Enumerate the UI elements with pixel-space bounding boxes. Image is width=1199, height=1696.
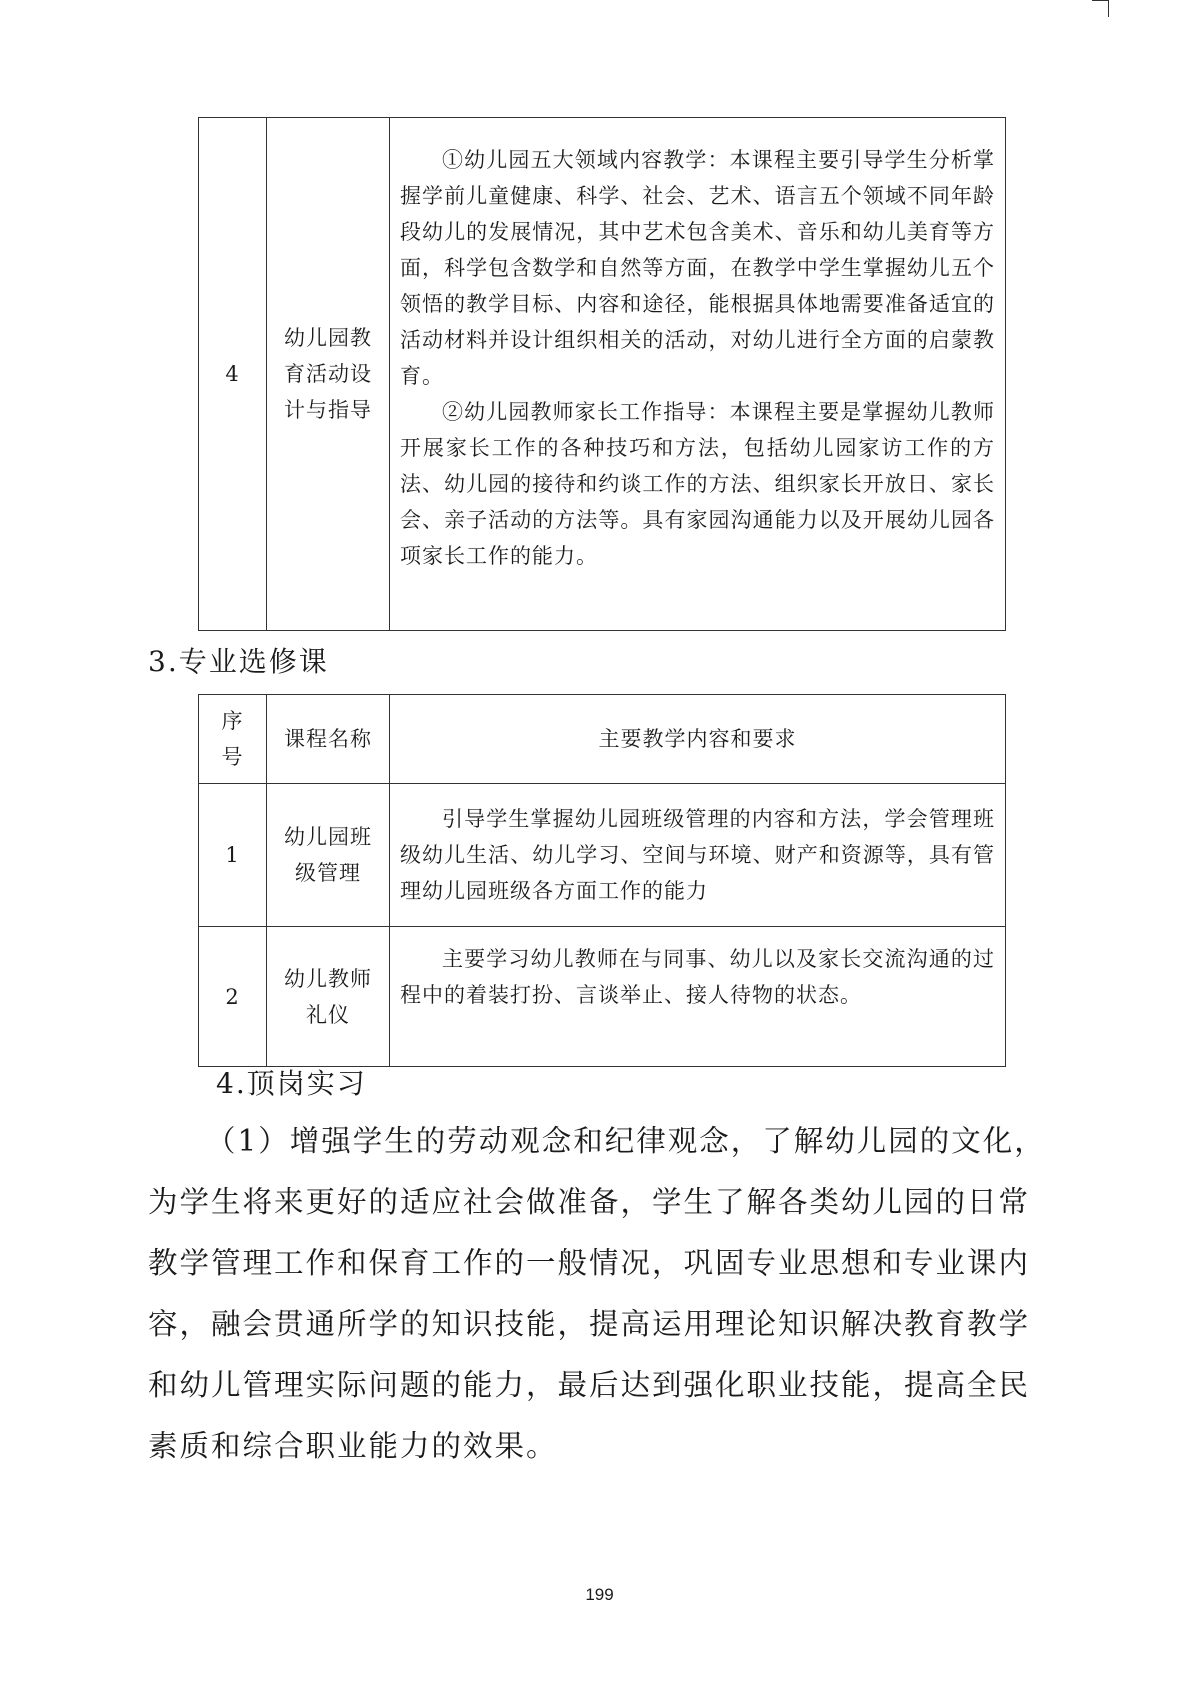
header-cell: 课程名称 xyxy=(267,695,390,784)
header-cell xyxy=(199,695,267,784)
course-number: 2 xyxy=(199,927,267,1067)
course-name-text: 幼儿园班级管理 xyxy=(284,825,372,885)
paragraph-line: 为学生将来更好的适应社会做准备，学生了解各类幼儿园的日常 xyxy=(148,1185,1031,1219)
course-name xyxy=(267,927,390,1067)
paragraph-line: 教学管理工作和保育工作的一般情况，巩固专业思想和专业课内 xyxy=(148,1246,1031,1280)
description-paragraph: 主要学习幼儿教师在与同事、幼儿以及家长交流沟通的过程中的着装打扮、言谈举止、接人待物的状态。 xyxy=(400,947,995,1007)
internship-paragraph xyxy=(148,1111,1054,1477)
table-row xyxy=(199,784,1006,927)
table-row xyxy=(199,927,1006,1067)
section-heading: 3.专业选修课 xyxy=(148,645,329,678)
table-header-row xyxy=(199,695,1006,784)
crop-mark xyxy=(1092,0,1109,17)
table-row xyxy=(199,118,1006,631)
course-name-text: 幼儿教师礼仪 xyxy=(284,966,372,1027)
paragraph-line: 容，融会贯通所学的知识技能，提高运用理论知识解决教育教学 xyxy=(148,1307,1031,1341)
header-num-text: 序号 xyxy=(221,709,244,769)
description-paragraph: 引导学生掌握幼儿园班级管理的内容和方法，学会管理班级幼儿生活、幼儿学习、空间与环境、财产和资源等，具有管理幼儿园班级各方面工作的能力 xyxy=(400,807,995,903)
course-number: 1 xyxy=(199,784,267,927)
header-cell: 主要教学内容和要求 xyxy=(390,695,1006,784)
description-paragraph: ②幼儿园教师家长工作指导：本课程主要是掌握幼儿教师开展家长工作的各种技巧和方法，包括幼儿园家访工作的方法、幼儿园的接待和约谈工作的方法、组织家长开放日、家长会、亲子活动的方法等。具有家园沟通能力以及开展幼儿园各项家长工作的能力。 xyxy=(400,400,995,568)
course-name xyxy=(267,118,390,631)
paragraph-line: 和幼儿管理实际问题的能力，最后达到强化职业技能，提高全民 xyxy=(148,1368,1031,1402)
core-course-table-continued xyxy=(198,117,1006,631)
elective-course-table xyxy=(198,694,1006,1067)
course-description xyxy=(390,927,1006,1067)
course-name-text: 幼儿园教育活动设计与指导 xyxy=(284,326,372,422)
course-number: 4 xyxy=(199,118,267,631)
description-paragraph: ①幼儿园五大领域内容教学：本课程主要引导学生分析掌握学前儿童健康、科学、社会、艺术、语言五个领域不同年龄段幼儿的发展情况，其中艺术包含美术、音乐和幼儿美育等方面，科学包含数学和自然等方面，在教学中学生掌握幼儿五个领悟的教学目标、内容和途径，能根据具体地需要准备适宜的活动材料并设计组织相关的活动，对幼儿进行全方面的启蒙教育。 xyxy=(400,148,995,388)
paragraph-line: 素质和综合职业能力的效果。 xyxy=(148,1429,558,1463)
section-heading: 4.顶岗实习 xyxy=(216,1067,367,1100)
course-description xyxy=(390,118,1006,631)
course-description xyxy=(390,784,1006,927)
page-number: 199 xyxy=(585,1585,614,1604)
course-name xyxy=(267,784,390,927)
paragraph-line: （1）增强学生的劳动观念和纪律观念，了解幼儿园的文化， xyxy=(206,1124,1046,1158)
